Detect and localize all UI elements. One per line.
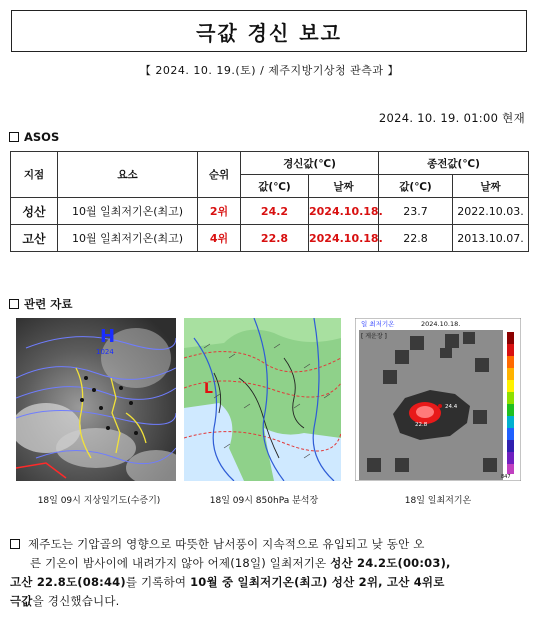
- summary-line-3c: 10월 중 일최저기온(최고) 성산 2위, 고산 4위로: [190, 575, 445, 589]
- summary-line-4b: 을 경신했습니다.: [32, 594, 120, 608]
- section-related-label: 관련 자료: [24, 297, 73, 311]
- cell-new-value: 24.2: [241, 198, 309, 225]
- summary-paragraph: [10, 535, 528, 611]
- cell-element: 10월 일최저기온(최고): [58, 225, 198, 252]
- table-row: [11, 225, 529, 252]
- cell-prev-value: 23.7: [379, 198, 453, 225]
- cell-prev-value: 22.8: [379, 225, 453, 252]
- surface-chart-image: [16, 318, 176, 481]
- header-station: 지점: [11, 152, 58, 198]
- header-new-date: 날짜: [309, 175, 379, 198]
- checkbox-square-icon: [9, 132, 19, 142]
- header-prev-value: 값(℃): [379, 175, 453, 198]
- header-rank: 순위: [198, 152, 241, 198]
- cell-rank: 4위: [198, 225, 241, 252]
- section-related: [9, 296, 72, 312]
- isobar-label: 1024: [96, 348, 114, 356]
- header-element: 요소: [58, 152, 198, 198]
- caption-min-temp: 18일 일최저기온: [404, 496, 472, 506]
- report-datetime: 2024. 10. 19. 01:00 현재: [378, 111, 525, 125]
- summary-line-3a: 고산 22.8도(08:44): [10, 575, 126, 589]
- color-scale-legend: [507, 332, 514, 474]
- cell-station: 성산: [11, 198, 58, 225]
- header-new-record: 경신값(℃): [241, 152, 379, 175]
- records-table: [10, 151, 529, 252]
- table-row: [11, 198, 529, 225]
- section-asos-label: ASOS: [24, 130, 60, 144]
- cell-new-date: 2024.10.18.: [309, 198, 379, 225]
- cell-new-value: 22.8: [241, 225, 309, 252]
- section-asos: [9, 130, 59, 144]
- cell-station: 고산: [11, 225, 58, 252]
- cell-prev-date: 2022.10.03.: [453, 198, 529, 225]
- map-header-left: 일 최저기온: [361, 320, 395, 328]
- checkbox-square-icon: [10, 539, 20, 549]
- high-pressure-label: H: [100, 326, 116, 347]
- caption-surface-chart: 18일 09시 지상일기도(수증기): [37, 496, 161, 506]
- cell-new-date: 2024.10.18.: [309, 225, 379, 252]
- map-header-sub: [ 게운장 ]: [361, 333, 387, 340]
- cell-rank: 2위: [198, 198, 241, 225]
- map-header-date: 2024.10.18.: [421, 320, 461, 328]
- summary-line-1: 제주도는 기압골의 영향으로 따뜻한 남서풍이 지속적으로 유입되고 낮 동안 오: [28, 537, 425, 551]
- cell-element: 10월 일최저기온(최고): [58, 198, 198, 225]
- report-title: 극값 경신 보고: [11, 10, 527, 52]
- map-corner-label: 847: [501, 474, 511, 480]
- header-prev-date: 날짜: [453, 175, 529, 198]
- header-new-value: 값(℃): [241, 175, 309, 198]
- map-station-label-2: 22.8: [415, 422, 428, 428]
- map-station-label: 24.4: [445, 404, 458, 410]
- summary-line-2b: 성산 24.2도(00:03),: [330, 556, 451, 570]
- checkbox-square-icon: [9, 299, 19, 309]
- summary-line-2a: 른 기온이 밤사이에 내려가지 않아 어제(18일) 일최저기온: [30, 556, 331, 570]
- analysis-850hpa-image: [184, 318, 341, 481]
- summary-line-4a: 극값: [10, 594, 33, 608]
- low-pressure-label: L: [204, 381, 213, 397]
- cell-prev-date: 2013.10.07.: [453, 225, 529, 252]
- summary-line-3b: 를 기록하여: [125, 575, 191, 589]
- caption-850hpa: 18일 09시 850hPa 분석장: [209, 496, 319, 506]
- min-temp-map-image: [355, 318, 521, 481]
- header-prev-record: 종전값(℃): [379, 152, 529, 175]
- report-subtitle: 【 2024. 10. 19.(토) / 제주지방기상청 관측과 】: [139, 64, 400, 77]
